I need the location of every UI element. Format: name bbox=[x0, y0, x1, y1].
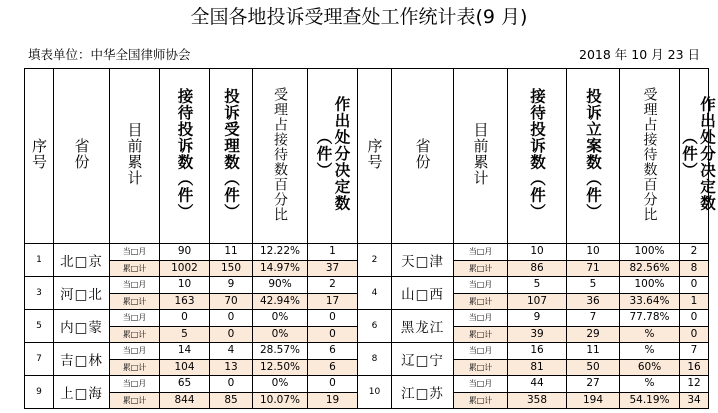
value-cell: 0 bbox=[308, 376, 358, 393]
value-cell: 9 bbox=[508, 310, 567, 327]
value-cell: 54.19% bbox=[620, 392, 680, 409]
value-cell: 10 bbox=[160, 277, 210, 294]
value-cell: 0% bbox=[253, 310, 308, 327]
value-cell: 5 bbox=[508, 277, 567, 294]
seq-cell: 10 bbox=[358, 376, 392, 409]
value-cell: 107 bbox=[508, 293, 567, 310]
header-accepted-left: 投诉受理数（件） bbox=[210, 69, 253, 244]
table-row bbox=[25, 310, 709, 327]
value-cell: 33.64% bbox=[620, 293, 680, 310]
value-cell: 12.50% bbox=[253, 359, 308, 376]
fill-date: 2018 年 10 月 23 日 bbox=[579, 47, 700, 62]
value-cell: 9 bbox=[210, 277, 253, 294]
value-cell: 50 bbox=[567, 359, 620, 376]
period-label-month: 当□月 bbox=[454, 244, 508, 261]
period-label-month: 当□月 bbox=[454, 277, 508, 294]
province-cell: 北□京 bbox=[54, 244, 110, 277]
value-cell: 36 bbox=[567, 293, 620, 310]
value-cell: 1 bbox=[308, 244, 358, 261]
table-row bbox=[25, 244, 709, 261]
province-cell: 辽□宁 bbox=[392, 343, 454, 376]
province-cell: 河□北 bbox=[54, 277, 110, 310]
value-cell: 194 bbox=[567, 392, 620, 409]
province-cell: 吉□林 bbox=[54, 343, 110, 376]
value-cell: 150 bbox=[210, 260, 253, 277]
value-cell: 44 bbox=[508, 376, 567, 393]
value-cell: 0 bbox=[210, 326, 253, 343]
value-cell: 0% bbox=[253, 376, 308, 393]
value-cell: 844 bbox=[160, 392, 210, 409]
header-ratio-right: 受理占接待数百分比 bbox=[620, 69, 680, 244]
value-cell: 0 bbox=[680, 277, 709, 294]
header-period-right: 目前累计 bbox=[454, 69, 508, 244]
document-title: 全国各地投诉受理查处工作统计表(9 月) bbox=[190, 6, 528, 28]
period-label-cumulative: 累□计 bbox=[110, 359, 160, 376]
value-cell: 90 bbox=[160, 244, 210, 261]
period-label-month: 当□月 bbox=[454, 310, 508, 327]
value-cell: 7 bbox=[680, 343, 709, 360]
province-cell: 黑龙江 bbox=[392, 310, 454, 343]
period-label-month: 当□月 bbox=[454, 343, 508, 360]
value-cell: 16 bbox=[508, 343, 567, 360]
value-cell: 28.57% bbox=[253, 343, 308, 360]
period-label-cumulative: 累□计 bbox=[454, 326, 508, 343]
seq-cell: 4 bbox=[358, 277, 392, 310]
header-province-left: 省份 bbox=[54, 69, 110, 244]
value-cell: 5 bbox=[160, 326, 210, 343]
value-cell: 10 bbox=[567, 244, 620, 261]
value-cell: 6 bbox=[308, 343, 358, 360]
province-cell: 上□海 bbox=[54, 376, 110, 409]
value-cell: 16 bbox=[680, 359, 709, 376]
value-cell: 0 bbox=[680, 326, 709, 343]
value-cell: 11 bbox=[567, 343, 620, 360]
value-cell: 2 bbox=[680, 244, 709, 261]
period-label-cumulative: 累□计 bbox=[454, 359, 508, 376]
province-cell: 山□西 bbox=[392, 277, 454, 310]
header-received-left: 接待投诉数（件） bbox=[160, 69, 210, 244]
value-cell: 0 bbox=[210, 310, 253, 327]
value-cell: 163 bbox=[160, 293, 210, 310]
period-label-month: 当□月 bbox=[110, 277, 160, 294]
value-cell: 0 bbox=[680, 310, 709, 327]
value-cell: 34 bbox=[680, 392, 709, 409]
header-row bbox=[25, 69, 709, 244]
value-cell: 71 bbox=[567, 260, 620, 277]
seq-cell: 5 bbox=[25, 310, 54, 343]
period-label-cumulative: 累□计 bbox=[454, 260, 508, 277]
value-cell: 19 bbox=[308, 392, 358, 409]
filler-unit: 填表单位：中华全国律师协会 bbox=[28, 47, 191, 62]
value-cell: 2 bbox=[308, 277, 358, 294]
value-cell: 82.56% bbox=[620, 260, 680, 277]
value-cell: 0 bbox=[210, 376, 253, 393]
value-cell: 8 bbox=[680, 260, 709, 277]
value-cell: 90% bbox=[253, 277, 308, 294]
value-cell: 1 bbox=[680, 293, 709, 310]
value-cell: 0% bbox=[253, 326, 308, 343]
province-cell: 天□津 bbox=[392, 244, 454, 277]
value-cell: 27 bbox=[567, 376, 620, 393]
table-row bbox=[25, 343, 709, 360]
value-cell: 65 bbox=[160, 376, 210, 393]
period-label-cumulative: 累□计 bbox=[454, 392, 508, 409]
seq-cell: 7 bbox=[25, 343, 54, 376]
value-cell: 14.97% bbox=[253, 260, 308, 277]
period-label-cumulative: 累□计 bbox=[110, 260, 160, 277]
table-row bbox=[25, 277, 709, 294]
statistics-table bbox=[24, 68, 716, 409]
header-decisions-right: 作出处分决定数（件） bbox=[680, 69, 709, 244]
period-label-cumulative: 累□计 bbox=[110, 326, 160, 343]
value-cell: 1002 bbox=[160, 260, 210, 277]
value-cell: 10.07% bbox=[253, 392, 308, 409]
seq-cell: 9 bbox=[25, 376, 54, 409]
value-cell: 6 bbox=[308, 359, 358, 376]
period-label-month: 当□月 bbox=[110, 310, 160, 327]
value-cell: 70 bbox=[210, 293, 253, 310]
value-cell: 12 bbox=[680, 376, 709, 393]
period-label-month: 当□月 bbox=[110, 244, 160, 261]
value-cell: % bbox=[620, 343, 680, 360]
value-cell: % bbox=[620, 326, 680, 343]
value-cell: 29 bbox=[567, 326, 620, 343]
header-seq-right: 序号 bbox=[358, 69, 392, 244]
value-cell: 86 bbox=[508, 260, 567, 277]
header-period-left: 目前累计 bbox=[110, 69, 160, 244]
value-cell: 358 bbox=[508, 392, 567, 409]
header-received-right: 接待投诉数（件） bbox=[508, 69, 567, 244]
value-cell: 104 bbox=[160, 359, 210, 376]
period-label-month: 当□月 bbox=[110, 343, 160, 360]
province-cell: 江□苏 bbox=[392, 376, 454, 409]
seq-cell: 2 bbox=[358, 244, 392, 277]
value-cell: 12.22% bbox=[253, 244, 308, 261]
header-filed-right: 投诉立案数（件） bbox=[567, 69, 620, 244]
period-label-cumulative: 累□计 bbox=[110, 293, 160, 310]
period-label-month: 当□月 bbox=[454, 376, 508, 393]
value-cell: 42.94% bbox=[253, 293, 308, 310]
value-cell: 100% bbox=[620, 244, 680, 261]
province-cell: 内□蒙 bbox=[54, 310, 110, 343]
value-cell: 11 bbox=[210, 244, 253, 261]
value-cell: 77.78% bbox=[620, 310, 680, 327]
period-label-cumulative: 累□计 bbox=[110, 392, 160, 409]
seq-cell: 1 bbox=[25, 244, 54, 277]
value-cell: 17 bbox=[308, 293, 358, 310]
value-cell: 0 bbox=[308, 326, 358, 343]
header-seq-left: 序号 bbox=[25, 69, 54, 244]
header-decisions-left: 作出处分决定数（件） bbox=[308, 69, 358, 244]
value-cell: 81 bbox=[508, 359, 567, 376]
value-cell: 14 bbox=[160, 343, 210, 360]
header-province-right: 省份 bbox=[392, 69, 454, 244]
value-cell: % bbox=[620, 376, 680, 393]
value-cell: 10 bbox=[508, 244, 567, 261]
value-cell: 5 bbox=[567, 277, 620, 294]
value-cell: 13 bbox=[210, 359, 253, 376]
value-cell: 85 bbox=[210, 392, 253, 409]
seq-cell: 8 bbox=[358, 343, 392, 376]
value-cell: 100% bbox=[620, 277, 680, 294]
value-cell: 39 bbox=[508, 326, 567, 343]
seq-cell: 3 bbox=[25, 277, 54, 310]
period-label-month: 当□月 bbox=[110, 376, 160, 393]
value-cell: 7 bbox=[567, 310, 620, 327]
value-cell: 0 bbox=[160, 310, 210, 327]
value-cell: 37 bbox=[308, 260, 358, 277]
period-label-cumulative: 累□计 bbox=[454, 293, 508, 310]
value-cell: 60% bbox=[620, 359, 680, 376]
header-ratio-left: 受理占接待数百分比 bbox=[253, 69, 308, 244]
seq-cell: 6 bbox=[358, 310, 392, 343]
value-cell: 0 bbox=[308, 310, 358, 327]
value-cell: 4 bbox=[210, 343, 253, 360]
table-row bbox=[25, 376, 709, 393]
